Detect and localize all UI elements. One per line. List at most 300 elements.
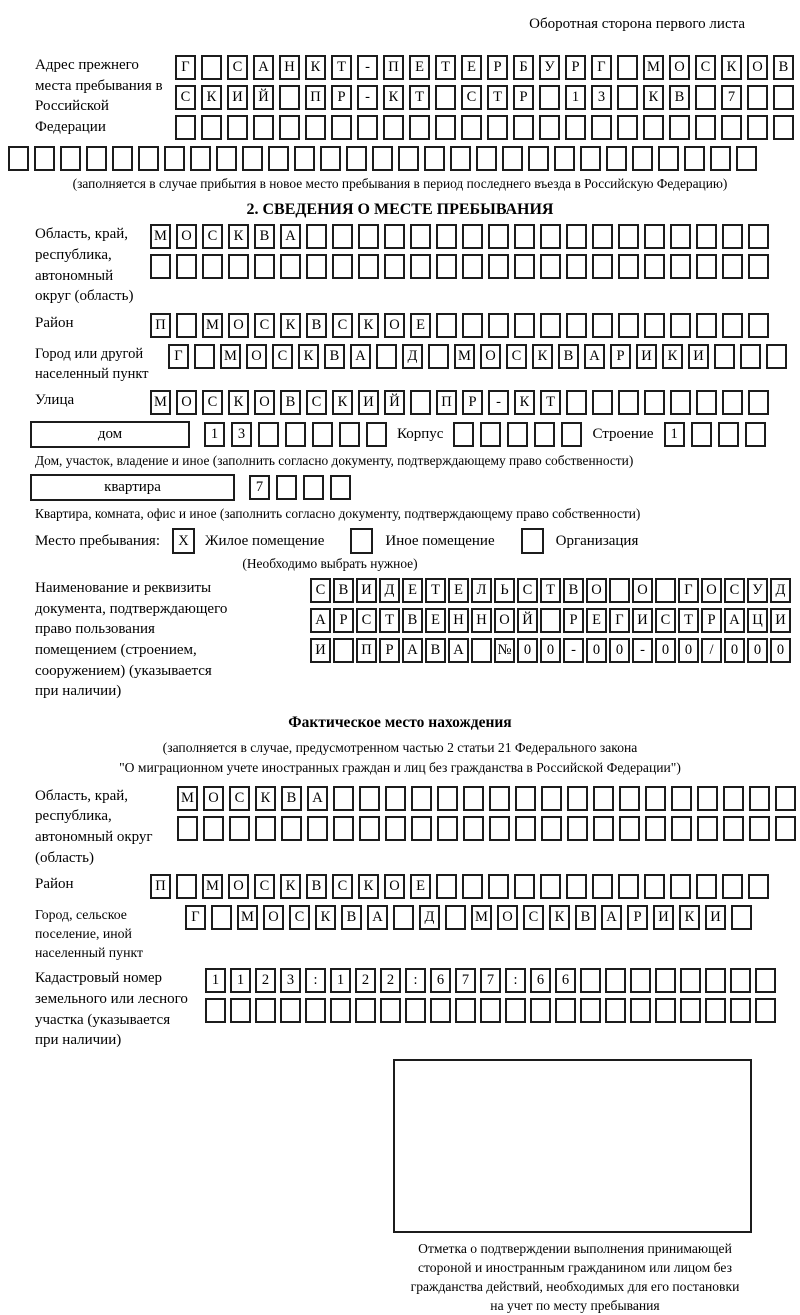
char-box[interactable]: А [280, 224, 301, 249]
char-box[interactable] [332, 224, 353, 249]
char-box[interactable]: К [721, 55, 742, 80]
char-box[interactable] [437, 786, 458, 811]
char-box[interactable] [229, 816, 250, 841]
char-box[interactable] [670, 224, 691, 249]
char-box[interactable] [487, 115, 508, 140]
char-box[interactable]: И [358, 390, 379, 415]
char-box[interactable]: 0 [770, 638, 791, 663]
char-box[interactable]: О [228, 874, 249, 899]
char-box[interactable]: С [272, 344, 293, 369]
char-box[interactable]: 7 [480, 968, 501, 993]
char-box[interactable] [176, 254, 197, 279]
char-box[interactable]: М [454, 344, 475, 369]
char-box[interactable]: Е [586, 608, 607, 633]
char-box[interactable]: С [517, 578, 538, 603]
char-box[interactable] [380, 998, 401, 1023]
char-box[interactable] [488, 313, 509, 338]
char-box[interactable] [480, 422, 501, 447]
char-box[interactable] [514, 254, 535, 279]
char-box[interactable] [540, 224, 561, 249]
char-box[interactable]: 6 [530, 968, 551, 993]
char-box[interactable] [409, 115, 430, 140]
char-box[interactable] [398, 146, 419, 171]
char-box[interactable]: В [425, 638, 446, 663]
char-box[interactable]: 6 [430, 968, 451, 993]
char-box[interactable] [722, 874, 743, 899]
char-box[interactable] [630, 998, 651, 1023]
char-box[interactable] [540, 608, 561, 633]
char-box[interactable]: К [679, 905, 700, 930]
char-box[interactable]: - [357, 85, 378, 110]
char-box[interactable]: Т [678, 608, 699, 633]
char-box[interactable]: / [701, 638, 722, 663]
char-box[interactable]: Е [448, 578, 469, 603]
char-box[interactable] [436, 224, 457, 249]
char-box[interactable] [355, 998, 376, 1023]
char-box[interactable]: С [506, 344, 527, 369]
char-box[interactable] [463, 816, 484, 841]
char-box[interactable] [747, 115, 768, 140]
char-box[interactable]: - [357, 55, 378, 80]
char-box[interactable]: 1 [230, 968, 251, 993]
char-box[interactable] [593, 786, 614, 811]
char-box[interactable]: А [601, 905, 622, 930]
char-box[interactable]: Т [409, 85, 430, 110]
char-box[interactable]: 2 [255, 968, 276, 993]
char-box[interactable] [528, 146, 549, 171]
char-box[interactable] [445, 905, 466, 930]
char-box[interactable]: П [383, 55, 404, 80]
char-box[interactable]: С [332, 313, 353, 338]
char-box[interactable] [671, 786, 692, 811]
char-box[interactable] [592, 313, 613, 338]
char-box[interactable]: О [632, 578, 653, 603]
char-box[interactable]: О [701, 578, 722, 603]
char-box[interactable] [670, 254, 691, 279]
char-box[interactable] [695, 85, 716, 110]
char-box[interactable]: С [175, 85, 196, 110]
char-box[interactable]: Н [279, 55, 300, 80]
char-box[interactable] [710, 146, 731, 171]
char-box[interactable] [605, 998, 626, 1023]
char-box[interactable]: В [254, 224, 275, 249]
char-box[interactable] [366, 422, 387, 447]
char-box[interactable] [617, 55, 638, 80]
char-box[interactable] [228, 254, 249, 279]
char-box[interactable]: В [558, 344, 579, 369]
char-box[interactable] [680, 998, 701, 1023]
char-box[interactable] [358, 254, 379, 279]
char-box[interactable] [696, 254, 717, 279]
char-box[interactable]: И [227, 85, 248, 110]
char-box[interactable] [285, 422, 306, 447]
char-box[interactable]: А [307, 786, 328, 811]
char-box[interactable] [749, 786, 770, 811]
char-box[interactable]: П [150, 874, 171, 899]
char-box[interactable]: 0 [586, 638, 607, 663]
char-box[interactable] [514, 224, 535, 249]
char-box[interactable] [566, 254, 587, 279]
char-box[interactable] [488, 224, 509, 249]
stay-type-checkbox-residential[interactable]: X [172, 528, 195, 554]
char-box[interactable] [411, 816, 432, 841]
char-box[interactable] [580, 146, 601, 171]
char-box[interactable]: И [705, 905, 726, 930]
char-box[interactable]: М [150, 224, 171, 249]
char-box[interactable]: Д [419, 905, 440, 930]
char-box[interactable] [435, 85, 456, 110]
char-box[interactable] [697, 786, 718, 811]
char-box[interactable] [748, 224, 769, 249]
char-box[interactable]: П [356, 638, 377, 663]
char-box[interactable]: 7 [721, 85, 742, 110]
char-box[interactable] [643, 115, 664, 140]
char-box[interactable] [513, 115, 534, 140]
char-box[interactable] [258, 422, 279, 447]
char-box[interactable]: Д [379, 578, 400, 603]
char-box[interactable] [372, 146, 393, 171]
char-box[interactable] [357, 115, 378, 140]
char-box[interactable] [488, 254, 509, 279]
char-box[interactable]: К [643, 85, 664, 110]
char-box[interactable] [773, 115, 794, 140]
char-box[interactable] [333, 786, 354, 811]
char-box[interactable] [176, 313, 197, 338]
char-box[interactable]: К [514, 390, 535, 415]
char-box[interactable] [514, 874, 535, 899]
char-box[interactable] [580, 968, 601, 993]
char-box[interactable]: Р [627, 905, 648, 930]
char-box[interactable] [242, 146, 263, 171]
char-box[interactable] [644, 224, 665, 249]
char-box[interactable]: Г [168, 344, 189, 369]
char-box[interactable]: 0 [540, 638, 561, 663]
char-box[interactable]: А [402, 638, 423, 663]
char-box[interactable]: Е [461, 55, 482, 80]
char-box[interactable]: 7 [249, 475, 270, 500]
char-box[interactable] [740, 344, 761, 369]
char-box[interactable] [705, 998, 726, 1023]
char-box[interactable] [489, 786, 510, 811]
char-box[interactable]: 0 [678, 638, 699, 663]
char-box[interactable]: С [229, 786, 250, 811]
char-box[interactable]: 6 [555, 968, 576, 993]
char-box[interactable] [138, 146, 159, 171]
char-box[interactable]: 7 [455, 968, 476, 993]
char-box[interactable] [561, 422, 582, 447]
char-box[interactable]: М [220, 344, 241, 369]
char-box[interactable]: В [669, 85, 690, 110]
char-box[interactable] [566, 313, 587, 338]
char-box[interactable]: : [305, 968, 326, 993]
char-box[interactable]: В [773, 55, 794, 80]
char-box[interactable]: Р [487, 55, 508, 80]
char-box[interactable] [696, 390, 717, 415]
char-box[interactable] [539, 85, 560, 110]
char-box[interactable] [453, 422, 474, 447]
char-box[interactable]: О [494, 608, 515, 633]
char-box[interactable] [644, 390, 665, 415]
char-box[interactable] [730, 998, 751, 1023]
char-box[interactable] [540, 874, 561, 899]
char-box[interactable]: М [177, 786, 198, 811]
char-box[interactable] [714, 344, 735, 369]
char-box[interactable] [748, 390, 769, 415]
char-box[interactable]: О [384, 874, 405, 899]
char-box[interactable]: О [176, 224, 197, 249]
char-box[interactable] [320, 146, 341, 171]
char-box[interactable]: Р [610, 344, 631, 369]
char-box[interactable] [541, 786, 562, 811]
char-box[interactable]: Р [462, 390, 483, 415]
char-box[interactable]: И [356, 578, 377, 603]
char-box[interactable] [722, 390, 743, 415]
char-box[interactable]: К [280, 874, 301, 899]
char-box[interactable]: У [539, 55, 560, 80]
char-box[interactable] [384, 224, 405, 249]
char-box[interactable]: О [228, 313, 249, 338]
char-box[interactable] [644, 313, 665, 338]
char-box[interactable]: Р [379, 638, 400, 663]
char-box[interactable] [565, 115, 586, 140]
char-box[interactable] [592, 224, 613, 249]
char-box[interactable]: О [669, 55, 690, 80]
char-box[interactable]: К [255, 786, 276, 811]
char-box[interactable]: Т [487, 85, 508, 110]
char-box[interactable] [566, 224, 587, 249]
char-box[interactable] [330, 998, 351, 1023]
char-box[interactable]: М [202, 313, 223, 338]
char-box[interactable]: К [280, 313, 301, 338]
char-box[interactable]: Р [563, 608, 584, 633]
char-box[interactable] [567, 816, 588, 841]
char-box[interactable] [644, 874, 665, 899]
char-box[interactable]: Т [425, 578, 446, 603]
char-box[interactable]: Р [565, 55, 586, 80]
char-box[interactable]: В [280, 390, 301, 415]
char-box[interactable]: Е [425, 608, 446, 633]
char-box[interactable]: С [523, 905, 544, 930]
char-box[interactable] [279, 85, 300, 110]
char-box[interactable] [696, 313, 717, 338]
char-box[interactable] [540, 313, 561, 338]
char-box[interactable] [655, 578, 676, 603]
char-box[interactable] [580, 998, 601, 1023]
char-box[interactable] [330, 475, 351, 500]
char-box[interactable] [86, 146, 107, 171]
char-box[interactable] [670, 390, 691, 415]
char-box[interactable]: Т [379, 608, 400, 633]
char-box[interactable] [428, 344, 449, 369]
char-box[interactable] [462, 313, 483, 338]
char-box[interactable] [632, 146, 653, 171]
char-box[interactable]: А [724, 608, 745, 633]
char-box[interactable]: О [263, 905, 284, 930]
char-box[interactable]: 1 [330, 968, 351, 993]
char-box[interactable]: - [563, 638, 584, 663]
char-box[interactable] [566, 390, 587, 415]
char-box[interactable]: К [332, 390, 353, 415]
char-box[interactable] [150, 254, 171, 279]
char-box[interactable]: № [494, 638, 515, 663]
char-box[interactable]: О [254, 390, 275, 415]
char-box[interactable]: 0 [655, 638, 676, 663]
char-box[interactable]: М [202, 874, 223, 899]
char-box[interactable]: Л [471, 578, 492, 603]
char-box[interactable] [463, 786, 484, 811]
char-box[interactable]: О [384, 313, 405, 338]
char-box[interactable]: Е [410, 874, 431, 899]
char-box[interactable]: 2 [380, 968, 401, 993]
char-box[interactable]: К [228, 390, 249, 415]
char-box[interactable]: 1 [205, 968, 226, 993]
char-box[interactable] [435, 115, 456, 140]
char-box[interactable]: К [383, 85, 404, 110]
char-box[interactable] [430, 998, 451, 1023]
char-box[interactable]: Ь [494, 578, 515, 603]
char-box[interactable]: И [653, 905, 674, 930]
char-box[interactable] [461, 115, 482, 140]
char-box[interactable]: И [770, 608, 791, 633]
char-box[interactable] [722, 224, 743, 249]
char-box[interactable] [775, 786, 796, 811]
char-box[interactable]: О [747, 55, 768, 80]
char-box[interactable] [424, 146, 445, 171]
char-box[interactable]: Н [448, 608, 469, 633]
char-box[interactable] [60, 146, 81, 171]
char-box[interactable]: С [356, 608, 377, 633]
char-box[interactable] [393, 905, 414, 930]
char-box[interactable] [436, 874, 457, 899]
char-box[interactable] [540, 254, 561, 279]
char-box[interactable] [280, 998, 301, 1023]
char-box[interactable] [254, 254, 275, 279]
char-box[interactable] [619, 816, 640, 841]
char-box[interactable]: К [532, 344, 553, 369]
char-box[interactable] [34, 146, 55, 171]
char-box[interactable] [592, 874, 613, 899]
char-box[interactable]: П [436, 390, 457, 415]
char-box[interactable] [748, 874, 769, 899]
char-box[interactable] [385, 786, 406, 811]
char-box[interactable] [359, 786, 380, 811]
char-box[interactable] [201, 55, 222, 80]
char-box[interactable] [645, 816, 666, 841]
char-box[interactable]: 3 [591, 85, 612, 110]
char-box[interactable]: С [254, 874, 275, 899]
char-box[interactable] [697, 816, 718, 841]
char-box[interactable]: К [305, 55, 326, 80]
char-box[interactable] [617, 115, 638, 140]
char-box[interactable] [691, 422, 712, 447]
char-box[interactable]: Й [517, 608, 538, 633]
char-box[interactable]: В [333, 578, 354, 603]
char-box[interactable]: С [310, 578, 331, 603]
char-box[interactable] [618, 224, 639, 249]
char-box[interactable] [346, 146, 367, 171]
char-box[interactable]: С [724, 578, 745, 603]
char-box[interactable]: 0 [517, 638, 538, 663]
char-box[interactable]: С [227, 55, 248, 80]
char-box[interactable] [718, 422, 739, 447]
char-box[interactable]: М [471, 905, 492, 930]
char-box[interactable] [333, 638, 354, 663]
char-box[interactable]: Р [333, 608, 354, 633]
char-box[interactable] [736, 146, 757, 171]
char-box[interactable] [450, 146, 471, 171]
char-box[interactable]: М [643, 55, 664, 80]
house-type-field[interactable]: дом [30, 421, 190, 448]
char-box[interactable] [383, 115, 404, 140]
char-box[interactable] [748, 254, 769, 279]
char-box[interactable] [617, 85, 638, 110]
char-box[interactable]: Е [409, 55, 430, 80]
char-box[interactable] [376, 344, 397, 369]
char-box[interactable]: Т [435, 55, 456, 80]
char-box[interactable] [203, 816, 224, 841]
stay-type-checkbox-other-premises[interactable] [350, 528, 373, 554]
char-box[interactable]: Е [402, 578, 423, 603]
char-box[interactable]: О [246, 344, 267, 369]
char-box[interactable] [592, 390, 613, 415]
char-box[interactable]: О [586, 578, 607, 603]
char-box[interactable] [680, 968, 701, 993]
char-box[interactable]: Т [540, 578, 561, 603]
char-box[interactable] [630, 968, 651, 993]
char-box[interactable] [695, 115, 716, 140]
char-box[interactable]: Е [410, 313, 431, 338]
char-box[interactable] [306, 224, 327, 249]
char-box[interactable]: С [254, 313, 275, 338]
char-box[interactable] [592, 254, 613, 279]
char-box[interactable] [276, 475, 297, 500]
char-box[interactable]: В [306, 874, 327, 899]
char-box[interactable] [684, 146, 705, 171]
char-box[interactable]: О [203, 786, 224, 811]
char-box[interactable] [410, 390, 431, 415]
char-box[interactable] [385, 816, 406, 841]
char-box[interactable] [489, 816, 510, 841]
char-box[interactable]: В [281, 786, 302, 811]
char-box[interactable]: 1 [664, 422, 685, 447]
char-box[interactable]: В [306, 313, 327, 338]
char-box[interactable] [488, 874, 509, 899]
char-box[interactable] [566, 874, 587, 899]
char-box[interactable] [462, 874, 483, 899]
char-box[interactable] [507, 422, 528, 447]
char-box[interactable] [723, 786, 744, 811]
char-box[interactable] [411, 786, 432, 811]
char-box[interactable]: И [632, 608, 653, 633]
char-box[interactable] [541, 816, 562, 841]
char-box[interactable] [515, 816, 536, 841]
char-box[interactable] [480, 998, 501, 1023]
char-box[interactable] [539, 115, 560, 140]
char-box[interactable] [176, 874, 197, 899]
char-box[interactable] [312, 422, 333, 447]
char-box[interactable]: Т [331, 55, 352, 80]
char-box[interactable] [593, 816, 614, 841]
char-box[interactable] [505, 998, 526, 1023]
char-box[interactable]: С [461, 85, 482, 110]
char-box[interactable] [279, 115, 300, 140]
char-box[interactable] [645, 786, 666, 811]
stay-type-checkbox-organization[interactable] [521, 528, 544, 554]
char-box[interactable] [721, 115, 742, 140]
char-box[interactable] [755, 968, 776, 993]
char-box[interactable] [384, 254, 405, 279]
char-box[interactable]: С [202, 224, 223, 249]
